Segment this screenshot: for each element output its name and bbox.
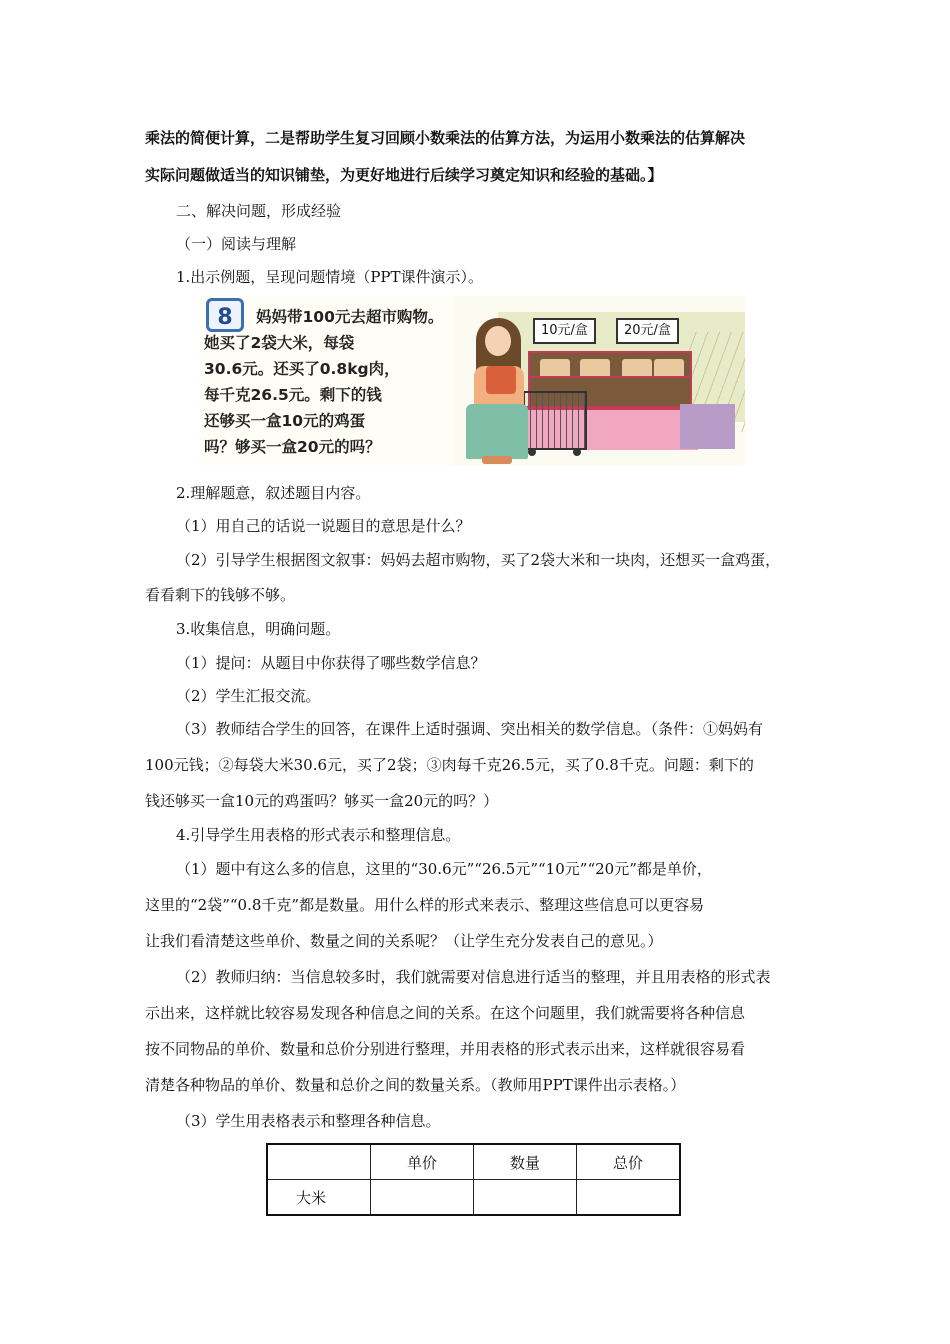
step-3-3-line-1: （3）教师结合学生的回答，在课件上适时强调、突出相关的数学信息。（条件：①妈妈有 bbox=[176, 720, 764, 738]
step-1: 1.出示例题，呈现问题情境（PPT课件演示）。 bbox=[176, 268, 484, 286]
supermarket-illustration bbox=[458, 296, 745, 466]
step-3-3-line-3: 钱还够买一盒10元的鸡蛋吗？够买一盒20元的吗？） bbox=[145, 792, 499, 810]
info-table bbox=[266, 1143, 681, 1216]
step-2: 2.理解题意，叙述题目内容。 bbox=[176, 484, 371, 502]
table-header-cell bbox=[267, 1144, 371, 1180]
example-line: 她买了2袋大米，每袋 bbox=[204, 334, 355, 352]
example-line: 吗？够买一盒20元的吗？ bbox=[204, 438, 381, 456]
example-problem-text bbox=[204, 304, 444, 460]
price-tag-20: 20元/盒 bbox=[616, 318, 679, 344]
table-header-cell: 单价 bbox=[371, 1144, 474, 1180]
step-4-3: （3）学生用表格表示和整理各种信息。 bbox=[176, 1112, 441, 1130]
example-line: 30.6元。还买了0.8kg肉， bbox=[204, 360, 400, 378]
step-3-3-line-2: 100元钱；②每袋大米30.6元，买了2袋；③肉每千克26.5元，买了0.8千克。问题：剩下的 bbox=[145, 756, 754, 774]
example-figure bbox=[200, 296, 745, 466]
table-cell: 大米 bbox=[267, 1180, 371, 1216]
stacked-boxes bbox=[680, 404, 735, 449]
step-2-2-line-1: （2）引导学生根据图文叙事：妈妈去超市购物，买了2袋大米和一块肉，还想买一盒鸡蛋， bbox=[176, 551, 781, 569]
example-line: 每千克26.5元。剩下的钱 bbox=[204, 386, 382, 404]
step-4-2-line-2: 示出来，这样就比较容易发现各种信息之间的关系。在这个问题里，我们就需要将各种信息 bbox=[145, 1004, 746, 1022]
step-4-2-line-3: 按不同物品的单价、数量和总价分别进行整理，并用表格的形式表示出来，这样就很容易看 bbox=[145, 1040, 746, 1058]
step-4-2-line-4: 清楚各种物品的单价、数量和总价之间的数量关系。（教师用PPT课件出示表格。） bbox=[145, 1076, 686, 1094]
table-cell bbox=[577, 1180, 681, 1216]
step-4-1-line-3: 让我们看清楚这些单价、数量之间的关系呢？（让学生充分发表自己的意见。） bbox=[145, 932, 663, 950]
step-3-2: （2）学生汇报交流。 bbox=[176, 687, 321, 705]
table-header-row bbox=[267, 1144, 680, 1180]
step-3-1: （1）提问：从题目中你获得了哪些数学信息？ bbox=[176, 654, 486, 672]
step-3: 3.收集信息，明确问题。 bbox=[176, 620, 341, 638]
step-4-1-line-1: （1）题中有这么多的信息，这里的“30.6元”“26.5元”“10元”“20元”都是单价， bbox=[176, 860, 712, 878]
table-header-cell: 数量 bbox=[474, 1144, 577, 1180]
example-number-badge: 8 bbox=[206, 298, 244, 332]
table-cell bbox=[474, 1180, 577, 1216]
price-tag-10: 10元/盒 bbox=[533, 318, 596, 344]
step-2-1: （1）用自己的话说一说题目的意思是什么？ bbox=[176, 517, 471, 535]
section-title: 二、解决问题，形成经验 bbox=[176, 202, 342, 220]
handbag-icon bbox=[486, 366, 516, 394]
step-4-1-line-2: 这里的“2袋”“0.8千克”都是数量。用什么样的形式来表示、整理这些信息可以更容易 bbox=[145, 896, 705, 914]
table-cell bbox=[371, 1180, 474, 1216]
step-4: 4.引导学生用表格的形式表示和整理信息。 bbox=[176, 826, 461, 844]
intro-line-2: 实际问题做适当的知识铺垫，为更好地进行后续学习奠定知识和经验的基础。】 bbox=[145, 166, 663, 184]
example-text-area bbox=[200, 296, 455, 466]
intro-line-1: 乘法的简便计算，二是帮助学生复习回顾小数乘法的估算方法，为运用小数乘法的估算解决 bbox=[145, 129, 746, 147]
step-2-2-line-2: 看看剩下的钱够不够。 bbox=[145, 586, 296, 604]
example-line: 妈妈带100元去超市购物。 bbox=[256, 308, 444, 326]
shopping-cart-icon bbox=[523, 391, 587, 450]
example-line: 还够买一盒10元的鸡蛋 bbox=[204, 412, 366, 430]
subsection-title: （一）阅读与理解 bbox=[176, 235, 297, 253]
table-row bbox=[267, 1180, 680, 1216]
table-header-cell: 总价 bbox=[577, 1144, 681, 1180]
step-4-2-line-1: （2）教师归纳：当信息较多时，我们就需要对信息进行适当的整理，并且用表格的形式表 bbox=[176, 968, 771, 986]
